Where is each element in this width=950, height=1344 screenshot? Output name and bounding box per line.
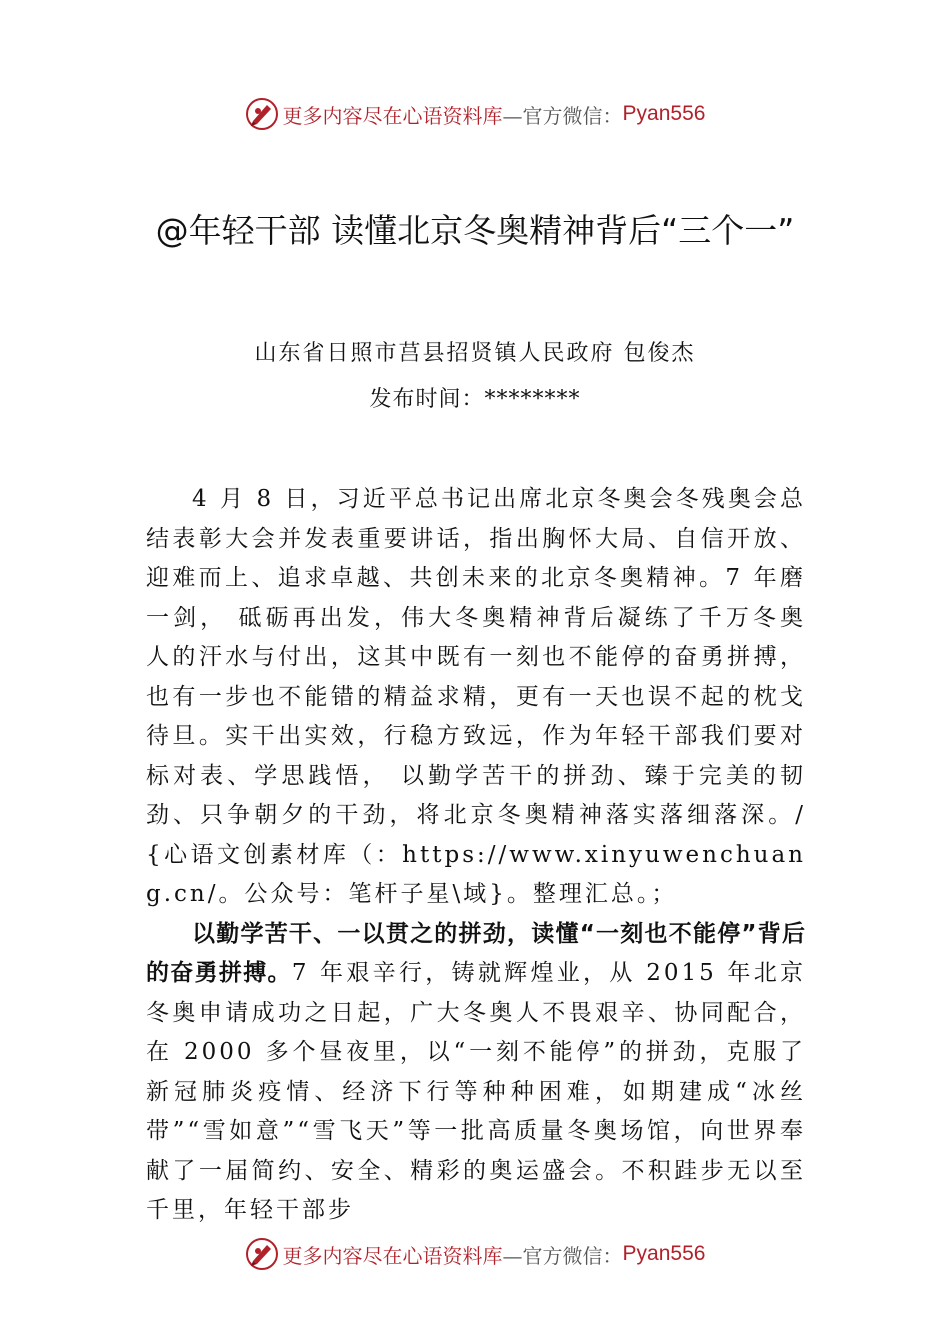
article-date: 发布时间：******** [369,387,581,412]
banner-promo-text: 更多内容尽在心语资料库 [282,103,503,128]
banner-wechat-label: —官方微信： [502,1243,623,1268]
paragraph-section-1 [146,915,806,1231]
banner-wechat-id: Pyan556 [622,1242,706,1265]
article-title: @年轻干部 读懂北京冬奥精神背后“三个一” [155,211,795,250]
banner-wechat-label: —官方微信： [502,103,623,128]
article-author: 山东省日照市莒县招贤镇人民政府 包俊杰 [254,341,696,366]
brand-logo-icon [245,97,279,131]
banner-promo-text: 更多内容尽在心语资料库 [282,1243,503,1268]
article-body [146,480,806,1231]
header-banner [0,94,950,134]
brand-logo-icon [245,1237,279,1271]
banner-wechat-id: Pyan556 [622,102,706,125]
paragraph-intro: 4 月 8 日，习近平总书记出席北京冬奥会冬残奥会总结表彰大会并发表重要讲话，指出胸怀大局、自信开放、迎难而上、追求卓越、共创未来的北京冬奥精神。7 年磨一剑， 砥砺再出发，伟大冬奥精神背后凝练了千万冬奥人的汗水与付出，这其中既有一刻也不能停的奋勇拼搏，也有一步也不能错的精益求精，更有一天也误不起的枕戈待旦。实干出实效，行稳方致远，作为年轻干部我们要对标对表、学思践悟， 以勤学苦干的拼劲、臻于完美的韧劲、只争朝夕的干劲，将北京冬奥精神落实落细落深。/{心语文创素材库（：https://www.xinyuwenchuang.cn/。公众号：笔杆子星\域}。整理汇总。； [146,486,806,907]
footer-banner [0,1234,950,1274]
section-heading: 以勤学苦干、一以贯之的拼劲，读懂“一刻也不能停”背后的奋勇拼搏。 [146,920,806,986]
section-text: 7 年艰辛行，铸就辉煌业，从 2015 年北京冬奥申请成功之日起，广大冬奥人不畏艰辛、协同配合，在 2000 多个昼夜里，以“一刻不能停”的拼劲，克服了新冠肺炎疫情、经济下行等种种困难，如期建成“冰丝带”“雪如意”“雪飞天”等一批高质量冬奥场馆，向世界奉献了一届简约、安全、精彩的奥运盛会。不积跬步无以至千里，年轻干部步 [146,960,807,1223]
